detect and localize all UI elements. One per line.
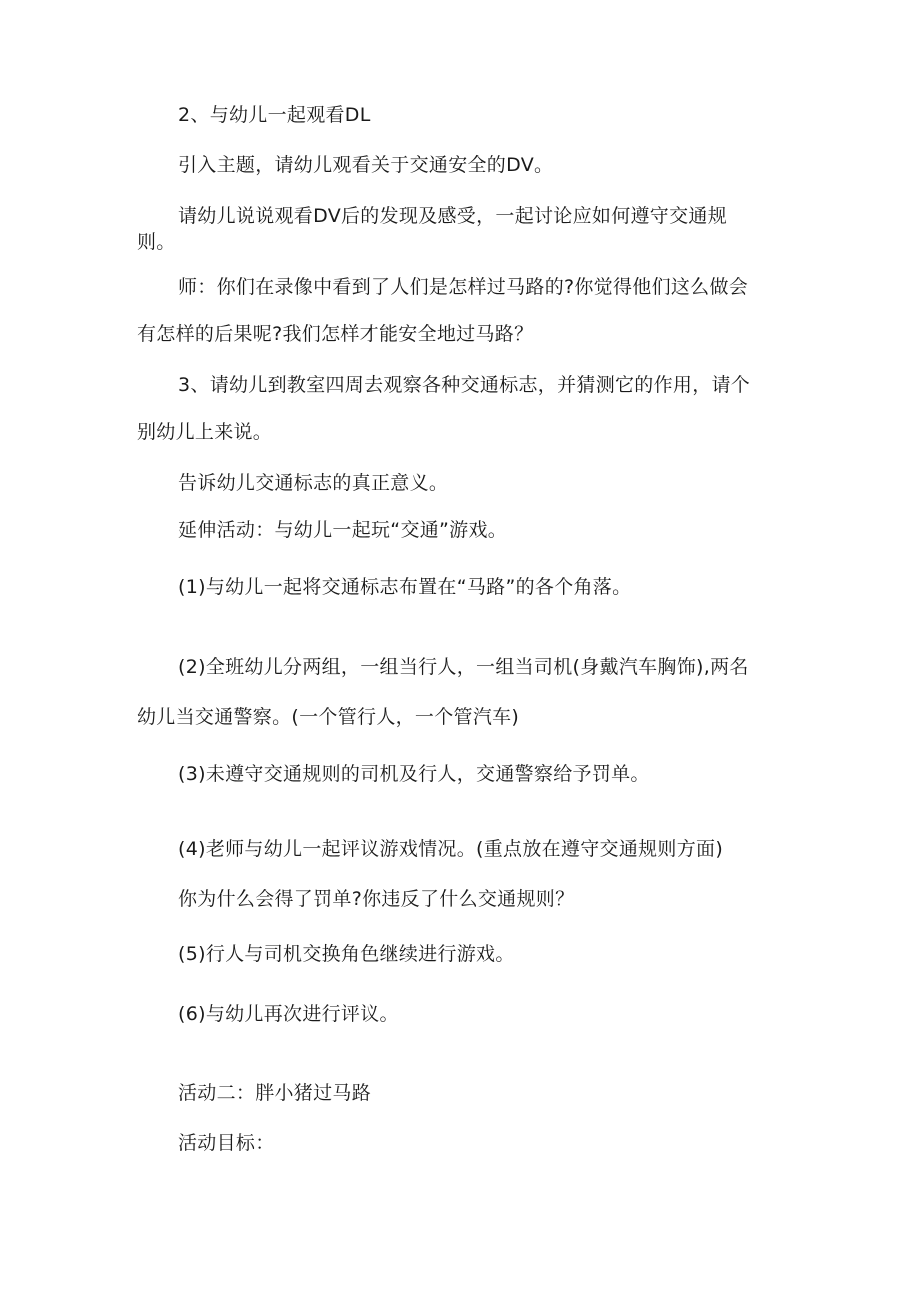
- paragraph-line: 引入主题，请幼儿观看关于交通安全的DV。: [178, 154, 554, 176]
- paragraph-line: 2、与幼儿一起观看DL: [178, 104, 371, 126]
- paragraph-line: (5)行人与司机交换角色继续进行游戏。: [178, 943, 515, 965]
- paragraph-line: 请幼儿说说观看DV后的发现及感受，一起讨论应如何遵守交通规: [178, 205, 727, 227]
- paragraph-line: 活动目标：: [178, 1132, 275, 1154]
- paragraph-line: (3)未遵守交通规则的司机及行人，交通警察给予罚单。: [178, 763, 650, 785]
- paragraph-line: 别幼儿上来说。: [137, 421, 273, 443]
- paragraph-line: 师：你们在录像中看到了人们是怎样过马路的?你觉得他们这么做会: [178, 276, 749, 298]
- paragraph-line: (6)与幼儿再次进行评议。: [178, 1003, 399, 1025]
- paragraph-line: 你为什么会得了罚单?你违反了什么交通规则？: [178, 888, 575, 910]
- paragraph-line: 幼儿当交通警察。(一个管行人，一个管汽车): [137, 706, 520, 728]
- paragraph-line: 则。: [137, 231, 176, 253]
- paragraph-line: 告诉幼儿交通标志的真正意义。: [178, 472, 449, 494]
- paragraph-line: 有怎样的后果呢?我们怎样才能安全地过马路？: [137, 323, 534, 345]
- paragraph-line: (1)与幼儿一起将交通标志布置在“马路”的各个角落。: [178, 576, 632, 598]
- paragraph-line: (4)老师与幼儿一起评议游戏情况。(重点放在遵守交通规则方面): [178, 838, 724, 860]
- paragraph-line: 3、请幼儿到教室四周去观察各种交通标志，并猜测它的作用，请个: [178, 374, 751, 396]
- paragraph-line: (2)全班幼儿分两组，一组当行人，一组当司机(身戴汽车胸饰),两名: [178, 656, 749, 678]
- section-heading: 活动二：胖小猪过马路: [178, 1082, 372, 1104]
- paragraph-line: 延伸活动：与幼儿一起玩“交通”游戏。: [178, 519, 508, 541]
